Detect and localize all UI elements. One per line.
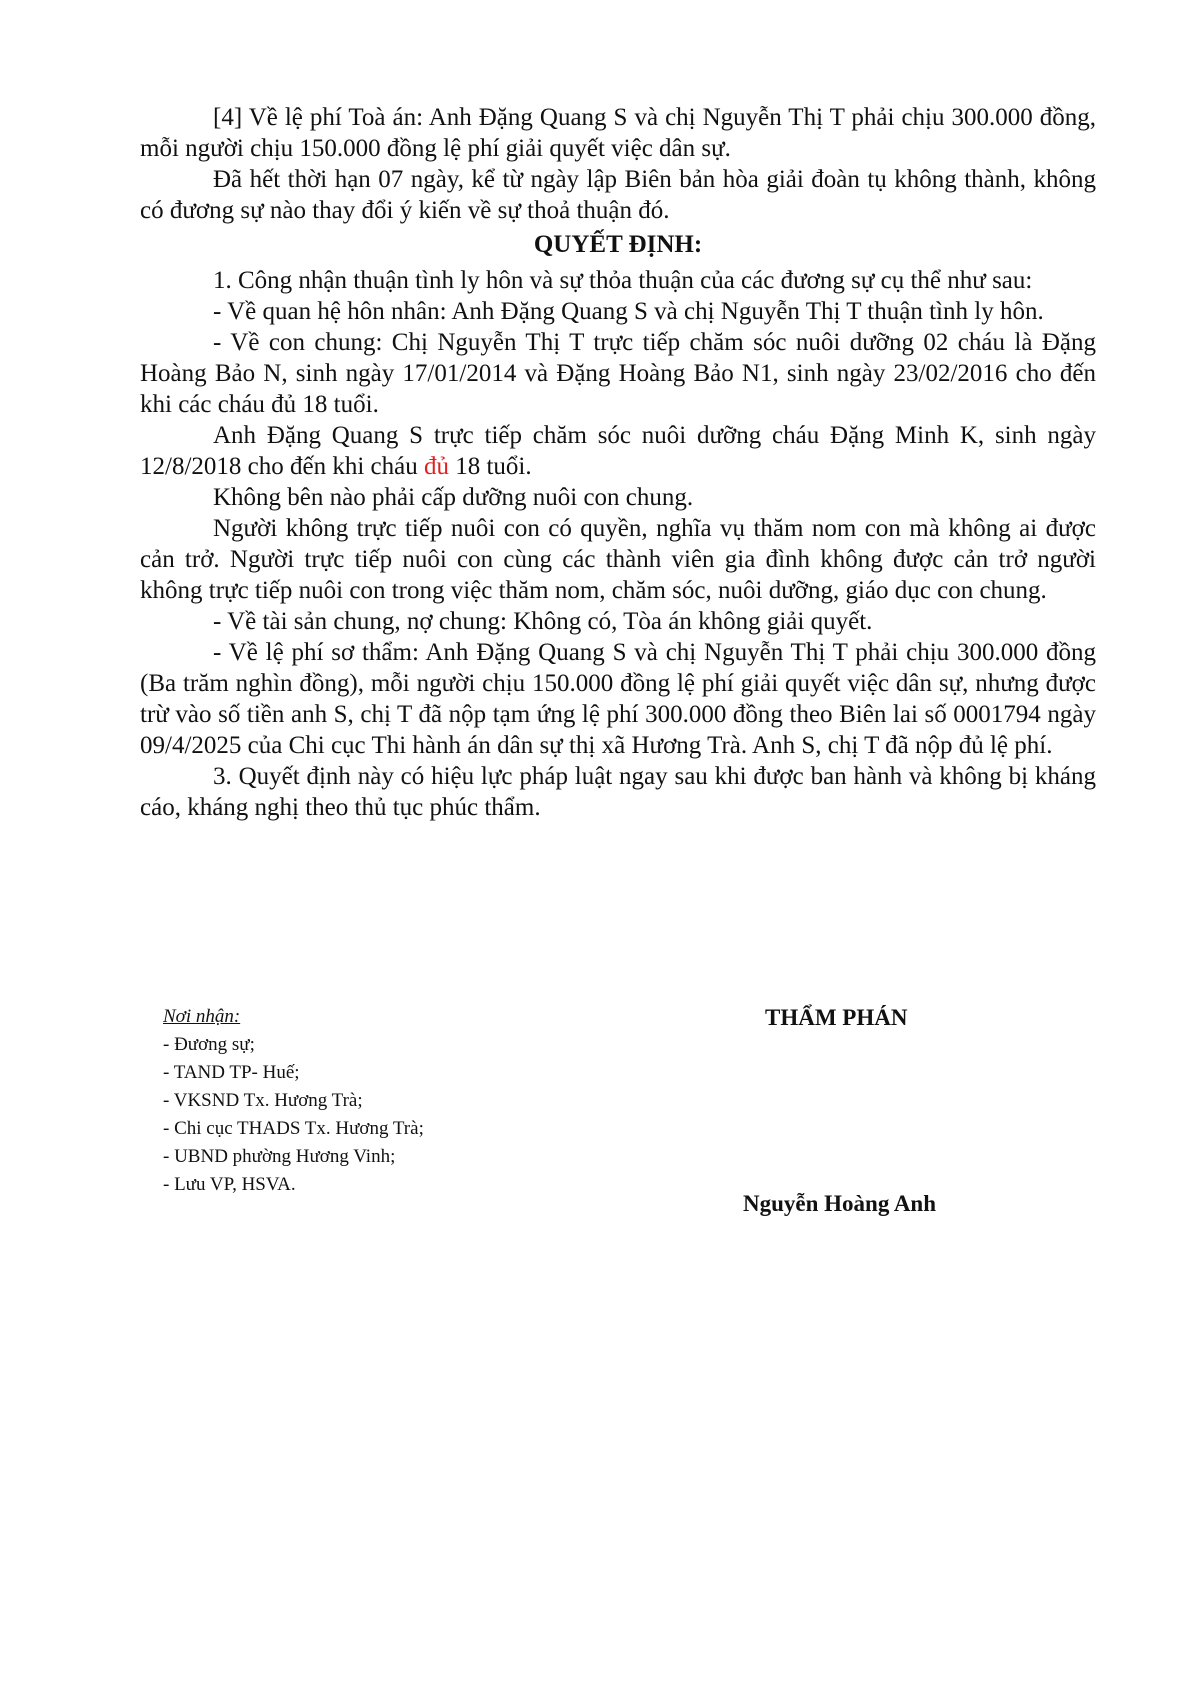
decision-body (140, 102, 1096, 823)
judge-name: Nguyễn Hoàng Anh (743, 1191, 937, 1216)
recipients-list (163, 1031, 424, 1199)
paragraph-deadline: Đã hết thời hạn 07 ngày, kể từ ngày lập Biên bản hòa giải đoàn tụ không thành, không có đương sự nào thay đổi ý kiến về sự thoả thuận đó. (140, 166, 1096, 224)
recipient-item: - Lưu VP, HSVA. (163, 1174, 296, 1195)
paragraph-common-children: - Về con chung: Chị Nguyễn Thị T trực tiếp chăm sóc nuôi dưỡng 02 cháu là Đặng Hoàng Bảo N, sinh ngày 17/01/2014 và Đặng Hoàng Bảo N1, sinh ngày 23/02/2016 cho đến khi các cháu đủ 18 tuổi. (140, 329, 1096, 418)
custody-text-start: Anh Đặng Quang S trực tiếp chăm sóc nuôi dưỡng cháu Đặng Minh K, sinh ngày 12/8/2018 cho đến khi cháu (140, 422, 1096, 480)
paragraph-court-fee: [4] Về lệ phí Toà án: Anh Đặng Quang S và chị Nguyễn Thị T phải chịu 300.000 đồng, mỗi người chịu 150.000 đồng lệ phí giải quyết việc dân sự. (140, 104, 1096, 162)
recipient-item: - VKSND Tx. Hương Trà; (163, 1090, 363, 1111)
paragraph-marriage-relation: - Về quan hệ hôn nhân: Anh Đặng Quang S và chị Nguyễn Thị T thuận tình ly hôn. (213, 298, 1044, 325)
decision-heading: QUYẾT ĐỊNH: (533, 231, 703, 258)
recipients-block (163, 1003, 424, 1199)
custody-text-end: 18 tuổi. (448, 453, 532, 480)
recipient-item: - TAND TP- Huế; (163, 1062, 300, 1083)
paragraph-first-instance-fee: - Về lệ phí sơ thẩm: Anh Đặng Quang S và chị Nguyễn Thị T phải chịu 300.000 đồng (Ba trăm nghìn đồng), mỗi người chịu 150.000 đồng lệ phí giải quyết việc dân sự, nhưng được trừ vào số tiền anh S, chị T đã nộp tạm ứng lệ phí 300.000 đồng theo Biên lai số 0001794 ngày 09/4/2025 của Chi cục Thi hành án dân sự thị xã Hương Trà. Anh S, chị T đã nộp đủ lệ phí. (140, 639, 1096, 759)
recipient-item: - Đương sự; (163, 1034, 255, 1055)
paragraph-common-property: - Về tài sản chung, nợ chung: Không có, Tòa án không giải quyết. (213, 608, 873, 635)
recipients-title: Nơi nhận: (163, 1006, 241, 1027)
judge-title: THẨM PHÁN (765, 1005, 908, 1030)
recipient-item: - Chi cục THADS Tx. Hương Trà; (163, 1118, 424, 1139)
paragraph-child-support: Không bên nào phải cấp dưỡng nuôi con chung. (213, 484, 694, 511)
paragraph-child-custody-father (140, 420, 1096, 482)
recipient-item: - UBND phường Hương Vinh; (163, 1146, 396, 1167)
paragraph-divorce-recognition: 1. Công nhận thuận tình ly hôn và sự thỏa thuận của các đương sự cụ thể như sau: (213, 267, 1033, 294)
highlighted-word: đủ (423, 453, 449, 480)
paragraph-visitation-rights: Người không trực tiếp nuôi con có quyền, nghĩa vụ thăm nom con mà không ai được cản trở. Người trực tiếp nuôi con cùng các thành viên gia đình không được cản trở người không trực tiếp nuôi con trong việc thăm nom, chăm sóc, nuôi dưỡng, giáo dục con chung. (140, 515, 1096, 604)
paragraph-effectiveness: 3. Quyết định này có hiệu lực pháp luật ngay sau khi được ban hành và không bị kháng cáo, kháng nghị theo thủ tục phúc thẩm. (140, 763, 1096, 821)
